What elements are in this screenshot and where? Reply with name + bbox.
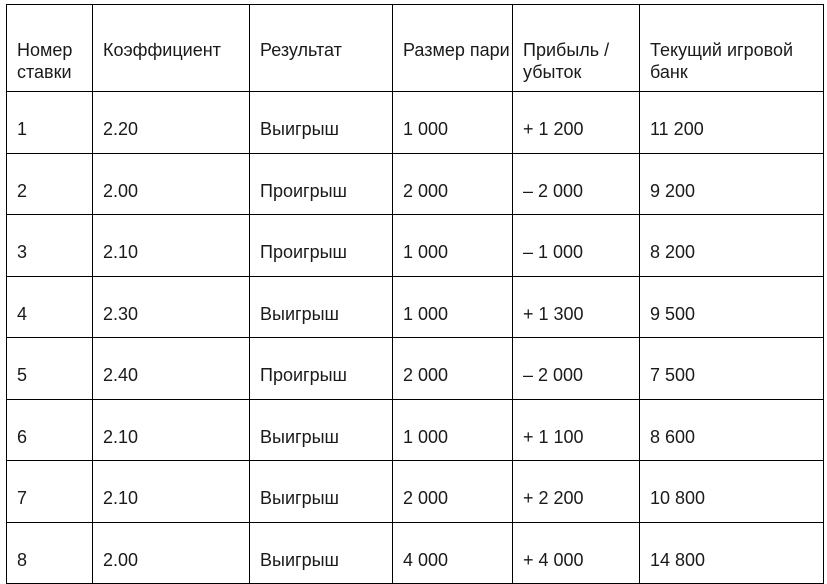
bankroll-cell: 10 800: [640, 461, 824, 523]
odds-cell: 2.40: [93, 338, 250, 400]
bet-number-cell: 2: [7, 153, 93, 215]
stake-cell: 2 000: [393, 338, 513, 400]
table-header: [7, 5, 824, 92]
bet-number-cell: 5: [7, 338, 93, 400]
profit-loss-cell: – 2 000: [513, 153, 640, 215]
profit-loss-cell: – 2 000: [513, 338, 640, 400]
result-cell: Выигрыш: [250, 276, 393, 338]
profit-loss-cell: + 1 100: [513, 399, 640, 461]
header-bet-number: Номер ставки: [7, 5, 93, 92]
result-cell: Выигрыш: [250, 461, 393, 523]
bet-number-cell: 3: [7, 215, 93, 277]
stake-cell: 1 000: [393, 92, 513, 154]
table-row: [7, 461, 824, 523]
stake-cell: 2 000: [393, 461, 513, 523]
odds-cell: 2.00: [93, 522, 250, 584]
table-row: [7, 338, 824, 400]
profit-loss-cell: + 4 000: [513, 522, 640, 584]
stake-cell: 1 000: [393, 399, 513, 461]
stake-cell: 4 000: [393, 522, 513, 584]
profit-loss-cell: + 1 300: [513, 276, 640, 338]
bankroll-cell: 8 600: [640, 399, 824, 461]
bankroll-cell: 8 200: [640, 215, 824, 277]
bet-number-cell: 7: [7, 461, 93, 523]
stake-cell: 2 000: [393, 153, 513, 215]
result-cell: Выигрыш: [250, 522, 393, 584]
bankroll-cell: 14 800: [640, 522, 824, 584]
table-row: [7, 276, 824, 338]
header-odds: Коэффициент: [93, 5, 250, 92]
result-cell: Проигрыш: [250, 153, 393, 215]
profit-loss-cell: + 1 200: [513, 92, 640, 154]
header-stake: Размер пари: [393, 5, 513, 92]
bankroll-cell: 11 200: [640, 92, 824, 154]
odds-cell: 2.10: [93, 399, 250, 461]
bet-number-cell: 6: [7, 399, 93, 461]
odds-cell: 2.00: [93, 153, 250, 215]
profit-loss-cell: + 2 200: [513, 461, 640, 523]
table-body: [7, 92, 824, 584]
bet-number-cell: 1: [7, 92, 93, 154]
result-cell: Проигрыш: [250, 338, 393, 400]
bankroll-cell: 9 200: [640, 153, 824, 215]
table-row: [7, 153, 824, 215]
header-result: Результат: [250, 5, 393, 92]
header-row: [7, 5, 824, 92]
bankroll-cell: 7 500: [640, 338, 824, 400]
header-bankroll: Текущий игровой банк: [640, 5, 824, 92]
odds-cell: 2.10: [93, 461, 250, 523]
result-cell: Выигрыш: [250, 92, 393, 154]
bankroll-cell: 9 500: [640, 276, 824, 338]
stake-cell: 1 000: [393, 215, 513, 277]
result-cell: Проигрыш: [250, 215, 393, 277]
header-profit-loss: Прибыль / убыток: [513, 5, 640, 92]
table-row: [7, 522, 824, 584]
result-cell: Выигрыш: [250, 399, 393, 461]
table-row: [7, 399, 824, 461]
table-row: [7, 215, 824, 277]
odds-cell: 2.10: [93, 215, 250, 277]
table-row: [7, 92, 824, 154]
odds-cell: 2.20: [93, 92, 250, 154]
odds-cell: 2.30: [93, 276, 250, 338]
bet-number-cell: 8: [7, 522, 93, 584]
stake-cell: 1 000: [393, 276, 513, 338]
bets-table: [6, 4, 824, 584]
profit-loss-cell: – 1 000: [513, 215, 640, 277]
bet-number-cell: 4: [7, 276, 93, 338]
